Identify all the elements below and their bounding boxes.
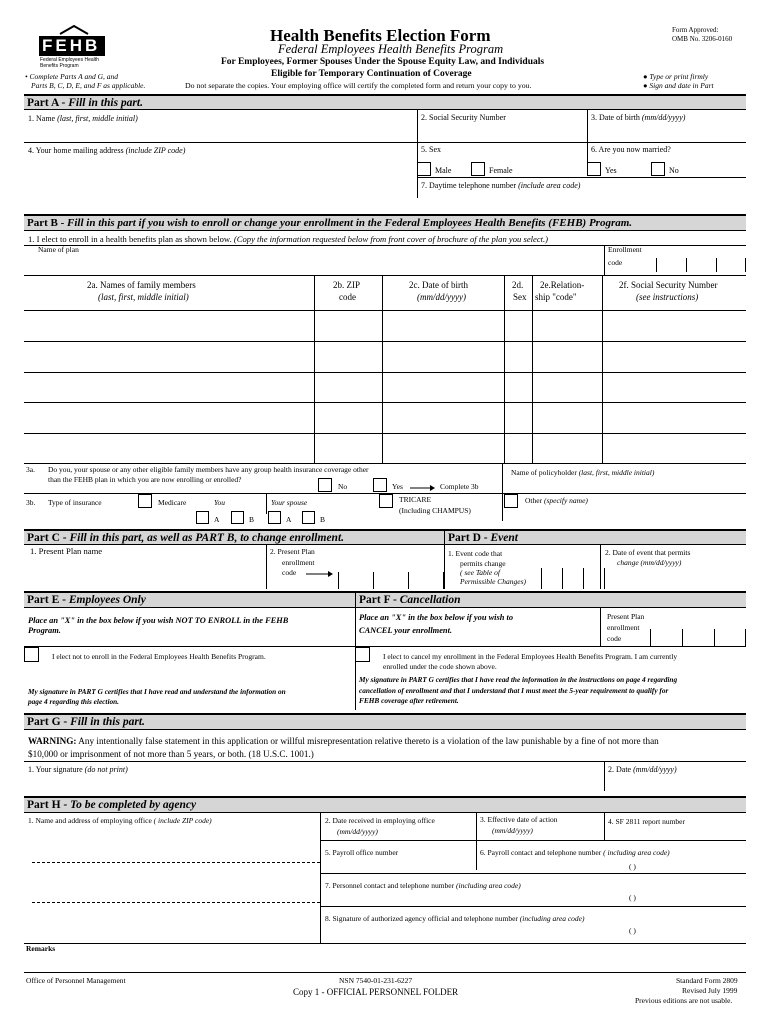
tricare-label-2: (Including CHAMPUS)	[399, 506, 471, 515]
form-subtitle: Federal Employees Health Benefits Program	[278, 42, 504, 56]
tricare-checkbox[interactable]	[379, 494, 393, 508]
event-code-label-1: 1. Event code that	[448, 549, 503, 558]
q3a-text-2: than the FEHB plan in which you are now enrolling or enrolled?	[48, 475, 242, 484]
nsn-label: NSN 7540-01-231-6227	[339, 976, 413, 985]
col-2c-header-1: 2c. Date of birth	[409, 280, 468, 290]
name-field-label: 1. Name (last, first, middle initial)	[28, 114, 138, 123]
ssn-field-label: 2. Social Security Number	[421, 113, 506, 122]
form-line3: For Employees, Former Spouses Under the Spouse Equity Law, and Individuals	[221, 57, 545, 67]
effective-date-label-1: 3. Effective date of action	[480, 815, 558, 824]
phone-field-label: 7. Daytime telephone number (include area code)	[421, 181, 581, 190]
spouse-b-checkbox[interactable]	[302, 511, 315, 524]
part-b-header: Part B - Fill in this part if you wish to enroll or change your enrollment in the Federal Employees Health Benefits (FEHB) Program.	[24, 214, 746, 231]
left-note-2: Parts B, C, D, E, and F as applicable.	[31, 81, 146, 90]
sex-female-label: Female	[489, 166, 513, 175]
married-yes-label: Yes	[605, 166, 617, 175]
col-2e-header-1: 2e.Relation-	[540, 280, 585, 290]
family-row[interactable]	[24, 402, 746, 403]
event-code-label-2: permits change	[460, 559, 506, 568]
signature-label: 1. Your signature (do not print)	[28, 765, 128, 774]
family-row[interactable]	[24, 372, 746, 373]
married-no-label: No	[669, 166, 679, 175]
part-h-header: Part H - To be completed by agency	[24, 796, 746, 813]
you-label: You	[214, 498, 225, 507]
your-spouse-label: Your spouse	[271, 498, 308, 507]
left-note-1: • Complete Parts A and G, and	[25, 72, 118, 81]
sf2811-label: 4. SF 2811 report number	[608, 817, 686, 826]
event-code-label-3: ( see Table of	[460, 568, 500, 577]
date-received-label-2: (mm/dd/yyyy)	[337, 827, 378, 836]
not-enroll-checkbox[interactable]	[24, 647, 39, 662]
col-2f-header-2: (see instructions)	[636, 292, 699, 302]
present-plan-code-label-1: 2. Present Plan	[270, 547, 315, 556]
cancel-plan-code-input[interactable]	[650, 629, 746, 646]
arrow-right-icon	[410, 484, 436, 492]
part-f-instruction-1: Place an "X" in the box below if you wish to	[359, 613, 514, 622]
event-code-input[interactable]	[541, 568, 605, 589]
present-plan-label: 1. Present Plan name	[30, 546, 103, 556]
spouse-a-checkbox[interactable]	[268, 511, 281, 524]
part-f-signature-note-2: cancellation of enrollment and that I understand that I must meet the 5-year requirement to qualify for	[359, 686, 669, 695]
part-a-header: Part A - Fill in this part.	[24, 94, 746, 110]
cancel-enrollment-checkbox[interactable]	[355, 647, 370, 662]
copy-label: Copy 1 - OFFICIAL PERSONNEL FOLDER	[293, 987, 459, 997]
logo-text: FEHB	[42, 36, 101, 55]
part-e-signature-note-1: My signature in PART G certifies that I have read and understand the information on	[28, 687, 286, 696]
omb-number: OMB No. 3206-0160	[672, 35, 733, 43]
medicare-label: Medicare	[158, 498, 187, 507]
q3a-text-1: Do you, your spouse or any other eligible family members have any group health insurance coverage other	[48, 465, 369, 474]
arrow-right-icon	[306, 570, 334, 578]
date-received-label-1: 2. Date received in employing office	[325, 816, 435, 825]
effective-date-label-2: (mm/dd/yyyy)	[492, 826, 533, 835]
form-approved: Form Approved:	[672, 26, 719, 34]
part-f-instruction-2: CANCEL your enrollment.	[359, 626, 452, 635]
cancel-enrollment-label-2: enrolled under the code shown above.	[383, 662, 497, 671]
agency-signature-label: 8. Signature of authorized agency official and telephone number (including area code)	[325, 914, 585, 923]
col-2a-header-2: (last, first, middle initial)	[98, 292, 189, 302]
tricare-label-1: TRICARE	[399, 495, 432, 504]
q3a-number: 3a.	[26, 465, 35, 474]
event-date-label-1: 2. Date of event that permits	[605, 548, 691, 557]
part-f-header: Part F - Cancellation	[355, 591, 746, 608]
elect-enroll-label: 1. I elect to enroll in a health benefits plan as shown below. (Copy the information requested below from front cover of brochure of the plan you select.)	[28, 234, 549, 244]
personnel-contact-area-code: ( )	[629, 893, 636, 902]
opm-label: Office of Personnel Management	[26, 976, 126, 985]
family-row[interactable]	[24, 433, 746, 434]
complete-3b-label: Complete 3b	[440, 482, 479, 491]
agency-signature-area-code: ( )	[629, 926, 636, 935]
married-no-checkbox[interactable]	[651, 162, 665, 176]
part-f-signature-note-1: My signature in PART G certifies that I have read the information in the instructions on page 4 regarding	[359, 675, 678, 684]
family-row[interactable]	[24, 341, 746, 342]
f-present-plan-label-3: code	[607, 634, 622, 643]
form-line5: Do not separate the copies. Your employing office will certify the completed form and return your copy to you.	[185, 81, 532, 90]
part-f-signature-note-3: FEHB coverage after retirement.	[359, 696, 459, 705]
col-2d-header-1: 2d.	[512, 280, 524, 290]
plan-name-label: Name of plan	[38, 245, 79, 254]
col-2d-header-2: Sex	[513, 292, 527, 302]
married-field-label: 6. Are you now married?	[591, 145, 671, 154]
part-e-header: Part E - Employees Only	[24, 591, 355, 608]
warning-text-2: $10,000 or imprisonment of not more than 5 years, or both. (18 U.S.C. 1001.)	[28, 749, 314, 759]
present-plan-code-label-3: code	[282, 568, 297, 577]
other-insurance-label: Other (specify name)	[525, 496, 588, 505]
col-2e-header-2: ship "code"	[535, 292, 577, 302]
you-b-label: B	[249, 515, 255, 524]
col-2f-header-1: 2f. Social Security Number	[619, 280, 718, 290]
payroll-contact-label: 6. Payroll contact and telephone number ( including area code)	[480, 848, 670, 857]
part-d-header: Part D - Event	[444, 529, 746, 545]
warning-text-1: WARNING: Any intentionally false statement in this application or willful misrepresentation relative thereto is a violation of the law punishable by a fine of not more than	[28, 736, 659, 746]
other-insurance-checkbox[interactable]	[504, 494, 518, 508]
signature-date-label: 2. Date (mm/dd/yyyy)	[608, 765, 677, 774]
q3a-yes-label: Yes	[392, 482, 403, 491]
remarks-label: Remarks	[26, 944, 56, 953]
right-note-2: ● Sign and date in Part	[643, 81, 714, 90]
insurance-type-label: Type of insurance	[48, 498, 102, 507]
family-row[interactable]	[24, 310, 746, 311]
employing-office-label: 1. Name and address of employing office ( include ZIP code)	[28, 816, 212, 825]
medicare-checkbox[interactable]	[138, 494, 152, 508]
dob-field-label: 3. Date of birth (mm/dd/yyyy)	[591, 113, 686, 122]
enrollment-code-label-1: Enrollment	[608, 245, 642, 254]
col-2c-header-2: (mm/dd/yyyy)	[417, 292, 466, 302]
previous-editions-label: Previous editions are not usable.	[635, 996, 733, 1005]
spouse-b-label: B	[320, 515, 326, 524]
sex-male-label: Male	[435, 166, 452, 175]
col-2b-header-1: 2b. ZIP	[333, 280, 360, 290]
part-e-instruction-1: Place an "X" in the box below if you wish NOT TO ENROLL in the FEHB	[28, 616, 289, 625]
part-c-header: Part C - Fill in this part, as well as PART B, to change enrollment.	[24, 529, 444, 545]
present-plan-code-input[interactable]	[338, 572, 444, 589]
f-present-plan-label-2: enrollment	[607, 623, 640, 632]
payroll-office-label: 5. Payroll office number	[325, 848, 399, 857]
address-field-label: 4. Your home mailing address (include ZIP code)	[28, 146, 186, 155]
you-a-label: A	[214, 515, 220, 524]
q3b-number: 3b.	[26, 498, 36, 507]
married-yes-checkbox[interactable]	[587, 162, 601, 176]
fehb-logo	[36, 24, 108, 70]
sex-male-checkbox[interactable]	[417, 162, 431, 176]
part-e-signature-note-2: page 4 regarding this election.	[28, 697, 120, 706]
enrollment-code-label-2: code	[608, 258, 623, 267]
f-present-plan-label-1: Present Plan	[607, 612, 645, 621]
col-2b-header-2: code	[339, 292, 356, 302]
form-line4: Eligible for Temporary Continuation of Coverage	[271, 69, 472, 79]
part-e-instruction-2: Program.	[28, 626, 61, 635]
present-plan-code-label-2: enrollment	[282, 558, 315, 567]
not-enroll-label: I elect not to enroll in the Federal Employees Health Benefits Program.	[52, 652, 266, 661]
right-note-1: ● Type or print firmly	[643, 72, 709, 81]
office-address-line[interactable]	[32, 862, 320, 863]
sex-field-label: 5. Sex	[421, 145, 441, 154]
standard-form-label: Standard Form 2809	[676, 976, 738, 985]
q3a-no-label: No	[338, 482, 348, 491]
personnel-contact-label: 7. Personnel contact and telephone number (including area code)	[325, 881, 521, 890]
you-a-checkbox[interactable]	[196, 511, 209, 524]
col-2a-header-1: 2a. Names of family members	[87, 280, 196, 290]
revised-label: Revised July 1999	[682, 986, 738, 995]
cancel-enrollment-label-1: I elect to cancel my enrollment in the Federal Employees Health Benefits Program. I am currently	[383, 652, 678, 661]
policyholder-label: Name of policyholder (last, first, middle initial)	[511, 468, 655, 477]
event-code-label-4: Permissible Changes)	[460, 577, 527, 586]
q3a-no-checkbox[interactable]	[318, 478, 332, 492]
event-date-label-2: change (mm/dd/yyyy)	[617, 558, 682, 567]
you-b-checkbox[interactable]	[231, 511, 244, 524]
sex-female-checkbox[interactable]	[471, 162, 485, 176]
payroll-contact-area-code: ( )	[629, 862, 636, 871]
enrollment-code-input[interactable]	[656, 258, 746, 272]
q3a-yes-checkbox[interactable]	[373, 478, 387, 492]
part-g-header: Part G - Fill in this part.	[24, 713, 746, 730]
office-address-line[interactable]	[32, 902, 320, 903]
form-title: Health Benefits Election Form	[270, 26, 491, 45]
spouse-a-label: A	[286, 515, 292, 524]
logo-subtext: Federal Employees Health Benefits Program	[40, 57, 99, 69]
